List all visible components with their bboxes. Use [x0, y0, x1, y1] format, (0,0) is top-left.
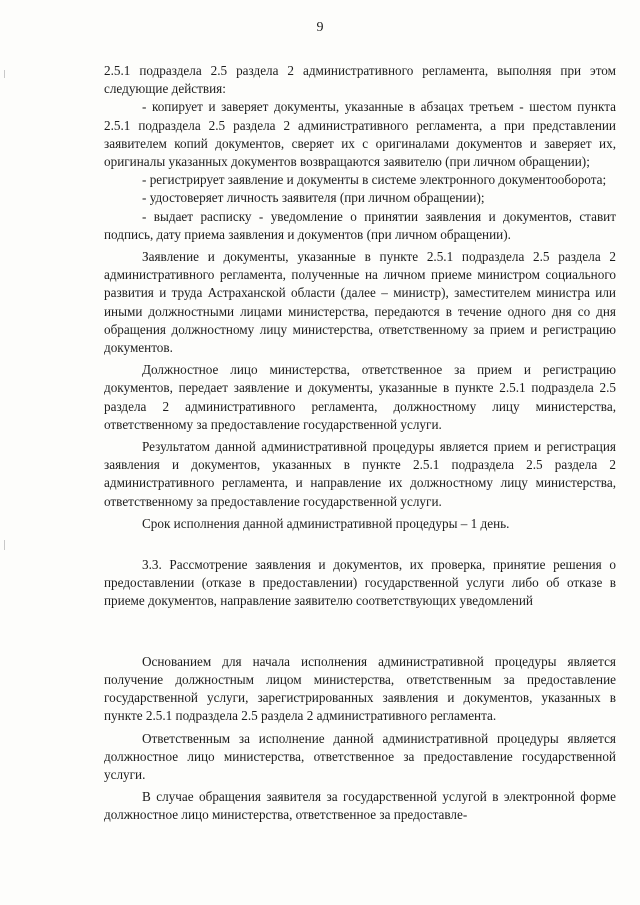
paragraph: Ответственным за исполнение данной административной процедуры является должностное лицо министерства, ответственное за предоставление государственной услуги. [104, 730, 616, 782]
paragraph: Основанием для начала исполнения административной процедуры является получение должностным лицом министерства, ответственным за предоставление государственной услуги, зарегистрированных заявления и документов, указанных в пункте 2.5.1 подраздела 2.5 раздела 2 административного регламента. [104, 653, 616, 724]
document-body [104, 62, 616, 825]
paragraph: Должностное лицо министерства, ответственное за прием и регистрацию документов, передает заявление и документы, указанные в пункте 2.5.1 подраздела 2.5 раздела 2 административного регламента, должностному лицу министерства, ответственному за предоставление государственной услуги. [104, 362, 616, 432]
section-heading: 3.3. Рассмотрение заявления и документов, их проверка, принятие решения о предоставлении (отказе в предоставлении) государственной услуги либо об отказе в приеме документов, направление заявителю соответствующих уведомлений [104, 557, 616, 609]
scan-edge-mark [4, 540, 5, 550]
page-number: 9 [316, 20, 324, 35]
list-item: - регистрирует заявление и документы в системе электронного документооборота; [142, 172, 607, 188]
paragraph: 2.5.1 подраздела 2.5 раздела 2 административного регламента, выполняя при этом следующие действия: [104, 63, 616, 97]
list-item: - выдает расписку - уведомление о принятии заявления и документов, ставит подпись, дату приема заявления и документов (при личном обращении). [104, 208, 616, 242]
paragraph: Срок исполнения данной административной процедуры – 1 день. [142, 515, 510, 531]
paragraph: В случае обращения заявителя за государственной услугой в электронной форме должностное лицо министерства, ответственное за предоставле- [104, 789, 616, 823]
paragraph: Результатом данной административной процедуры является прием и регистрация заявления и документов, указанных в пункте 2.5.1 подраздела 2.5 раздела 2 административного регламента, и направление их должностному лицу министерства, ответственному за предоставление государственной услуги. [104, 439, 616, 509]
list-item: - удостоверяет личность заявителя (при личном обращении); [142, 190, 485, 206]
list-item: - копирует и заверяет документы, указанные в абзацах третьем - шестом пункта 2.5.1 подраздела 2.5 раздела 2 административного регламента, а при представлении заявителем копий документов, сверяет их с оригиналами документов и заверяет их, оригиналы указанных документов возвращаются заявителю (при личном обращении); [104, 99, 616, 170]
scan-edge-mark [4, 70, 5, 78]
paragraph: Заявление и документы, указанные в пункте 2.5.1 подраздела 2.5 раздела 2 административного регламента, полученные на личном приеме министром социального развития и труда Астраханской области (далее – министр), заместителем министра или иными должностными лицами министерства, передаются в течение одного дня со дня обращения должностному лицу министерства, ответственному за прием и регистрацию документов. [104, 249, 616, 356]
